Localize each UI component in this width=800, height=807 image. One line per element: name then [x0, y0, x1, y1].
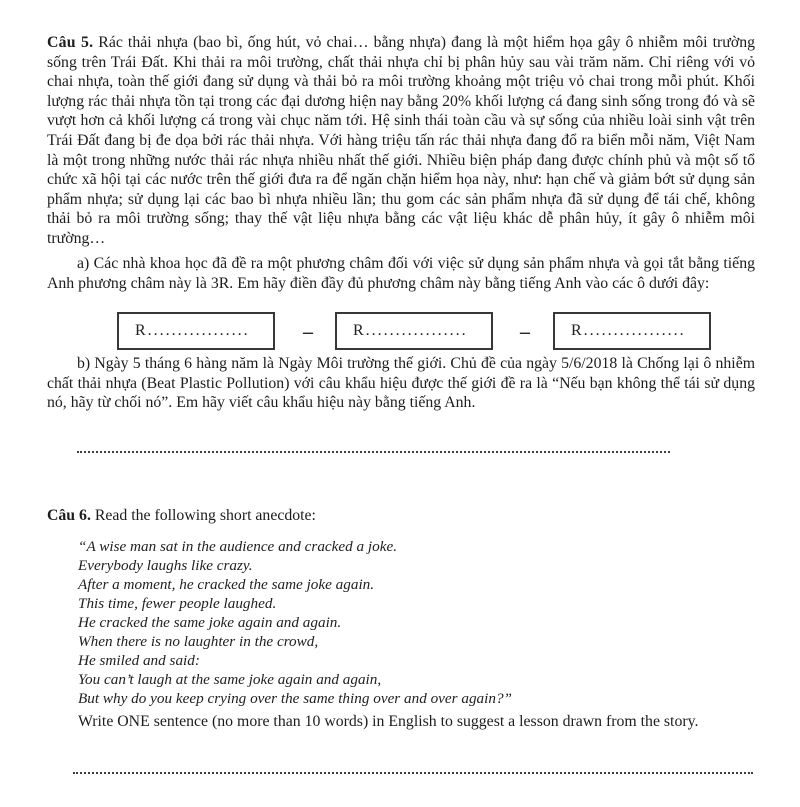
part-a-text: a) Các nhà khoa học đã đề ra một phương châm đối với việc sử dụng sản phẩm nhựa và gọi tắt bằng tiếng Anh phương châm này là 3R. Em hãy điền đầy đủ phương châm này bằng tiếng Anh vào các ô dưới đây:: [47, 255, 755, 292]
question-6-task: Write ONE sentence (no more than 10 words) in English to suggest a lesson drawn from the story.: [78, 713, 699, 730]
answer-box-3: R.................: [553, 312, 711, 350]
question-5-part-b: [47, 354, 755, 413]
anecdote-line: But why do you keep crying over the same thing over and over again?”: [78, 690, 513, 707]
box-separator-2: –: [520, 321, 530, 343]
anecdote-line: “A wise man sat in the audience and cracked a joke.: [78, 538, 398, 555]
question-5-part-a: [47, 254, 755, 293]
answer-dotted-line-1: [77, 439, 670, 453]
answer-box-2: R.................: [335, 312, 493, 350]
anecdote-line: When there is no laughter in the crowd,: [78, 633, 319, 650]
question-6-label: Câu 6.: [47, 507, 91, 524]
box-separator-1: –: [303, 321, 313, 343]
anecdote-block: [78, 537, 738, 708]
question-6-intro: Read the following short anecdote:: [94, 507, 316, 524]
anecdote-line: He cracked the same joke again and again.: [78, 614, 342, 631]
anecdote-line: Everybody laughs like crazy.: [78, 557, 253, 574]
question-5-paragraph: [47, 33, 755, 249]
anecdote-line: He smiled and said:: [78, 652, 200, 669]
part-b-text: b) Ngày 5 tháng 6 hàng năm là Ngày Môi trường thế giới. Chủ đề của ngày 5/6/2018 là Chống lại ô nhiễm chất thải nhựa (Beat Plastic Pollution) với câu khẩu hiệu được thế giới đề ra là “Nếu bạn không thể tái sử dụng nó, hãy từ chối nó”. Em hãy viết câu khẩu hiệu này bằng tiếng Anh.: [47, 355, 755, 412]
anecdote-line: This time, fewer people laughed.: [78, 595, 277, 612]
question-5-text: Rác thải nhựa (bao bì, ống hút, vỏ chai… bằng nhựa) đang là một hiểm họa gây ô nhiễm môi trường sống trên Trái Đất. Khi thải ra môi trường, chất thải nhựa chỉ bị phân hủy sau vài trăm năm. Chỉ riêng với vỏ chai nhựa, toàn thế giới đang sử dụng và thải bỏ ra môi trường khoảng một triệu vỏ chai trong mỗi phút. Khối lượng rác thải nhựa tồn tại trong các đại dương hiện nay bằng 20% khối lượng cá đang sinh sống trong đó và sẽ vượt hơn cả khối lượng cá trong vài chục năm tới. Hệ sinh thái toàn cầu và sự sống của nhiều loài sinh vật trên Trái Đất đang bị đe dọa bởi rác thải nhựa. Với hàng triệu tấn rác thải nhựa đang đổ ra biển mỗi năm, Việt Nam là một trong những nước thải rác nhựa nhiều nhất thế giới. Nhiều biện pháp đang được chính phủ và một số tổ chức xã hội tại các nước trên thế giới đưa ra để ngăn chặn hiểm họa này, như: hạn chế và giảm bớt sử dụng sản phẩm nhựa; sử dụng lại các bao bì nhựa nhiều lần; thu gom các sản phẩm nhựa đã sử dụng để tái chế, không thải bỏ ra môi trường sống; thay thế vật liệu nhựa bằng các vật liệu khác dễ phân hủy, ít gây ô nhiễm môi trường…: [47, 34, 755, 247]
answer-box-1: R.................: [117, 312, 275, 350]
answer-dotted-line-2: [73, 760, 753, 774]
question-5-label: Câu 5.: [47, 34, 94, 51]
anecdote-line: After a moment, he cracked the same joke again.: [78, 576, 375, 593]
question-6-heading: [47, 506, 755, 526]
anecdote-line: You can’t laugh at the same joke again and again,: [78, 671, 382, 688]
r-boxes-row: [0, 312, 800, 352]
